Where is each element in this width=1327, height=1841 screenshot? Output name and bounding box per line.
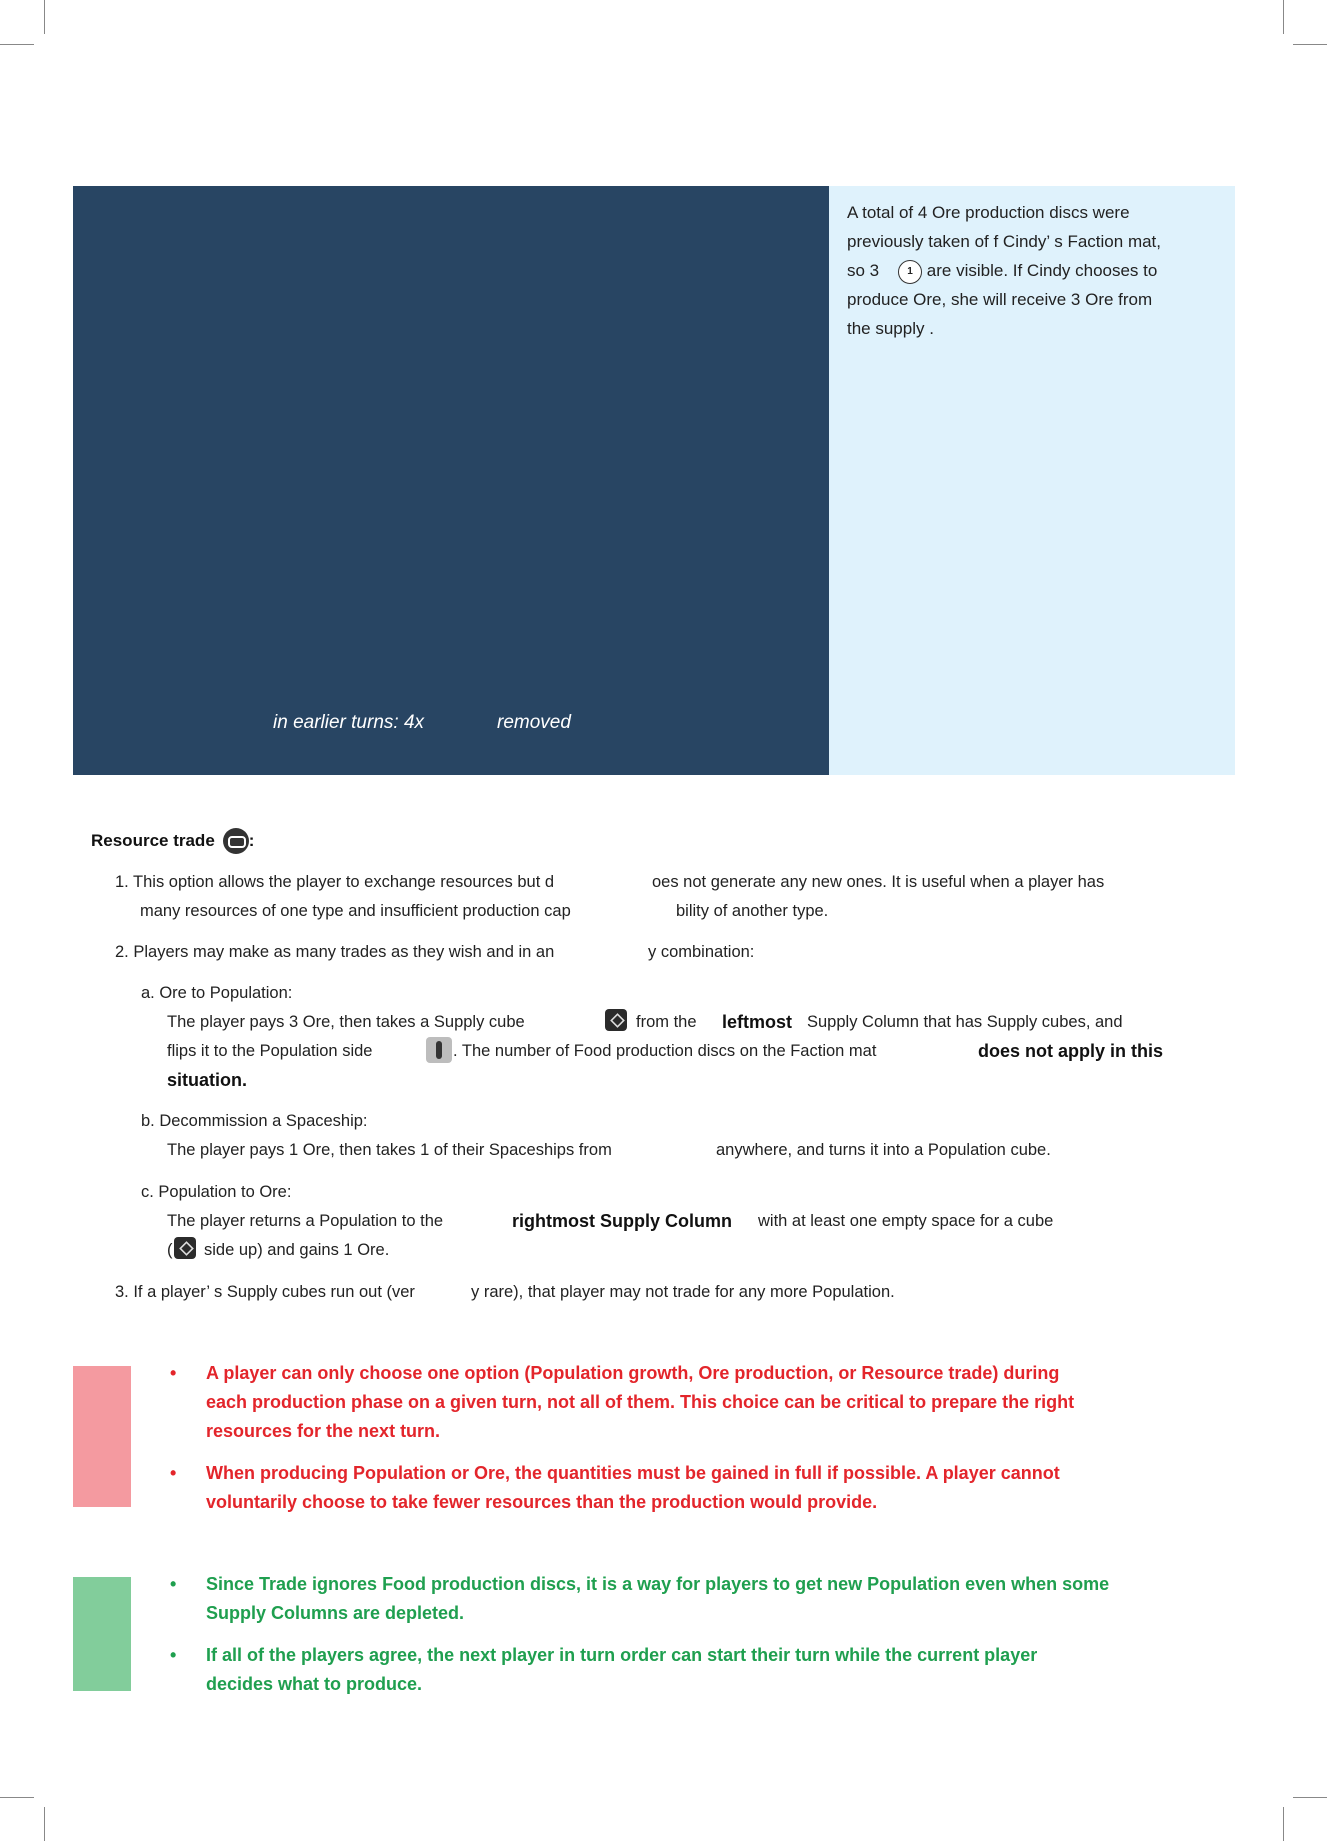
tip-note: • If all of the players agree, the next player in turn order can start their turn while the current player decides what to produce. <box>170 1645 1038 1694</box>
sub-item-c-text: ( <box>167 1241 173 1259</box>
heading-colon: : <box>248 831 255 850</box>
sub-item-b-label: b. Decommission a Spaceship: <box>141 1112 368 1130</box>
sub-item-c-text: The player returns a Population to the <box>167 1212 444 1230</box>
crop-mark <box>1293 1797 1327 1798</box>
crop-mark <box>1283 0 1284 34</box>
item-1-text: bility of another type. <box>676 902 829 920</box>
tip-bar <box>73 1577 131 1691</box>
sub-item-a-text: Supply Column that has Supply cubes, and <box>807 1013 1123 1031</box>
example-line: so 3 1 are visible. If Cindy chooses to <box>847 256 1227 285</box>
caption-right: removed <box>497 712 571 733</box>
warning-bar <box>73 1366 131 1507</box>
crop-mark <box>0 44 34 45</box>
tip-note: • Since Trade ignores Food production discs, it is a way for players to get new Population even when some Supply Columns are depleted. <box>170 1574 1110 1623</box>
illustration-panel <box>73 186 829 775</box>
section-title: Resource trade <box>91 831 215 850</box>
sub-item-a-emphasis: situation. <box>167 1070 247 1090</box>
caption-left: in earlier turns: 4x <box>273 712 425 733</box>
ore-disc-icon: 1 <box>898 260 922 284</box>
item-3-text: y rare), that player may not trade for any more Population. <box>471 1283 895 1301</box>
item-3-text: 3. If a player’ s Supply cubes run out (ver <box>115 1283 415 1301</box>
item-1-text: oes not generate any new ones. It is useful when a player has <box>652 873 1105 891</box>
sub-item-b-text: anywhere, and turns it into a Population cube. <box>716 1141 1051 1159</box>
sub-item-a-emphasis: leftmost <box>722 1012 793 1032</box>
item-2-text: y combination: <box>648 943 755 961</box>
crop-mark <box>44 0 45 34</box>
supply-cube-icon <box>174 1237 196 1259</box>
example-line: A total of 4 Ore production discs were <box>847 203 1130 222</box>
sub-item-a-emphasis: does not apply in this <box>978 1041 1164 1061</box>
item-1-text: many resources of one type and insufficient production cap <box>140 902 571 920</box>
section-heading <box>91 828 254 854</box>
sub-item-c-label: c. Population to Ore: <box>141 1183 292 1201</box>
sub-item-a-text: . The number of Food production discs on the Faction mat <box>453 1042 877 1060</box>
sub-item-c-text: side up) and gains 1 Ore. <box>204 1241 390 1259</box>
sub-item-b-text: The player pays 1 Ore, then takes 1 of their Spaceships from <box>167 1141 612 1159</box>
example-line: produce Ore, she will receive 3 Ore from <box>847 290 1153 309</box>
crop-mark <box>44 1807 45 1841</box>
example-line: previously taken of f Cindy’ s Faction mat, <box>847 232 1162 251</box>
sub-item-c-emphasis: rightmost Supply Column <box>512 1211 732 1231</box>
sub-item-c-text: with at least one empty space for a cube <box>758 1212 1054 1230</box>
crop-mark <box>0 1797 34 1798</box>
item-2-text: 2. Players may make as many trades as they wish and in an <box>115 943 555 961</box>
supply-cube-icon <box>605 1009 627 1031</box>
warning-note: • A player can only choose one option (Population growth, Ore production, or Resource trade) during each production phase on a given turn, not all of them. This choice can be critical to prepare the right resources for the next turn. <box>170 1363 1075 1441</box>
resource-trade-icon <box>223 828 249 854</box>
sub-item-a-text: flips it to the Population side <box>167 1042 373 1060</box>
item-1-text: 1. This option allows the player to exchange resources but d <box>115 873 555 891</box>
sub-item-a-label: a. Ore to Population: <box>141 984 293 1002</box>
example-box <box>829 186 1235 775</box>
sub-item-a-text: from the <box>636 1013 697 1031</box>
sub-item-a-text: The player pays 3 Ore, then takes a Supply cube <box>167 1013 525 1031</box>
crop-mark <box>1283 1807 1284 1841</box>
population-icon <box>426 1037 452 1063</box>
crop-mark <box>1293 44 1327 45</box>
example-line: the supply . <box>847 319 934 338</box>
warning-note: • When producing Population or Ore, the quantities must be gained in full if possible. A player cannot voluntarily choose to take fewer resources than the production would provide. <box>170 1463 1060 1512</box>
